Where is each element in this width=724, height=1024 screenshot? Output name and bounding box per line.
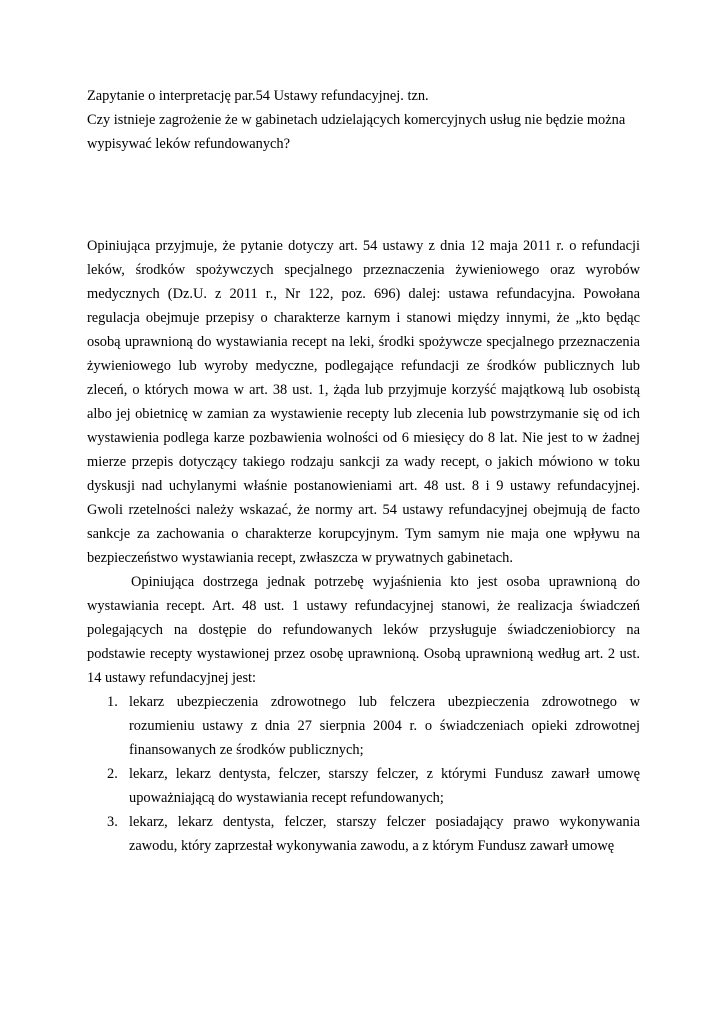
- question-header: [87, 84, 639, 156]
- list-item-number: 1.: [107, 694, 118, 710]
- list-item: [87, 810, 640, 858]
- list-item-text: lekarz, lekarz dentysta, felczer, starszy felczer posiadający prawo wykonywania zawodu, który zaprzestał wykonywania zawodu, a z którym Fundusz zawarł umowę: [129, 814, 640, 854]
- list-item: [87, 762, 640, 810]
- question-title-line: Zapytanie o interpretację par.54 Ustawy refundacyjnej. tzn.: [87, 88, 429, 104]
- list-item: [87, 690, 640, 762]
- authorized-persons-list: [87, 690, 640, 858]
- opinion-body: [87, 234, 640, 858]
- list-item-text: lekarz ubezpieczenia zdrowotnego lub felczera ubezpieczenia zdrowotnego w rozumieniu ustawy z dnia 27 sierpnia 2004 r. o świadczeniach opieki zdrowotnej finansowanych ze środków publicznych;: [129, 694, 640, 758]
- list-item-text: lekarz, lekarz dentysta, felczer, starszy felczer, z którymi Fundusz zawarł umowę upoważniającą do wystawiania recept refundowanych;: [129, 766, 640, 806]
- opinion-paragraph-1: Opiniująca przyjmuje, że pytanie dotyczy art. 54 ustawy z dnia 12 maja 2011 r. o refundacji leków, środków spożywczych specjalnego przeznaczenia żywieniowego oraz wyrobów medycznych (Dz.U. z 2011 r., Nr 122, poz. 696) dalej: ustawa refundacyjna. Powołana regulacja obejmuje przepisy o charakterze karnym i stanowi między innymi, że „kto będąc osobą uprawnioną do wystawiania recept na leki, środki spożywcze specjalnego przeznaczenia żywieniowego lub wyroby medyczne, podlegające refundacji ze środków publicznych lub zleceń, o których mowa w art. 38 ust. 1, żąda lub przyjmuje korzyść majątkową lub osobistą albo jej obietnicę w zamian za wystawienie recepty lub zlecenia lub powstrzymanie się od ich wystawienia podlega karze pozbawienia wolności od 6 miesięcy do 8 lat. Nie jest to w żadnej mierze przepis dotyczący takiego rodzaju sankcji za wady recept, o jakich mówiono w toku dyskusji nad uchylanymi właśnie postanowieniami art. 48 ust. 8 i 9 ustawy refundacyjnej. Gwoli rzetelności należy wskazać, że normy art. 54 ustawy refundacyjnej obejmują de facto sankcje za zachowania o charakterze korupcyjnym. Tym samym nie maja one wpływu na bezpieczeństwo wystawiania recept, zwłaszcza w prywatnych gabinetach.: [87, 238, 640, 566]
- opinion-paragraph-2: Opiniująca dostrzega jednak potrzebę wyjaśnienia kto jest osoba uprawnioną do wystawiania recept. Art. 48 ust. 1 ustawy refundacyjnej stanowi, że realizacja świadczeń polegających na dostępie do refundowanych leków przysługuje świadczeniobiorcy na podstawie recepty wystawionej przez osobę uprawnioną. Osobą uprawnioną według art. 2 ust. 14 ustawy refundacyjnej jest:: [87, 574, 640, 686]
- question-body-line: Czy istnieje zagrożenie że w gabinetach udzielających komercyjnych usług nie będzie można wypisywać leków refundowanych?: [87, 112, 626, 152]
- list-item-number: 2.: [107, 766, 118, 782]
- list-item-number: 3.: [107, 814, 118, 830]
